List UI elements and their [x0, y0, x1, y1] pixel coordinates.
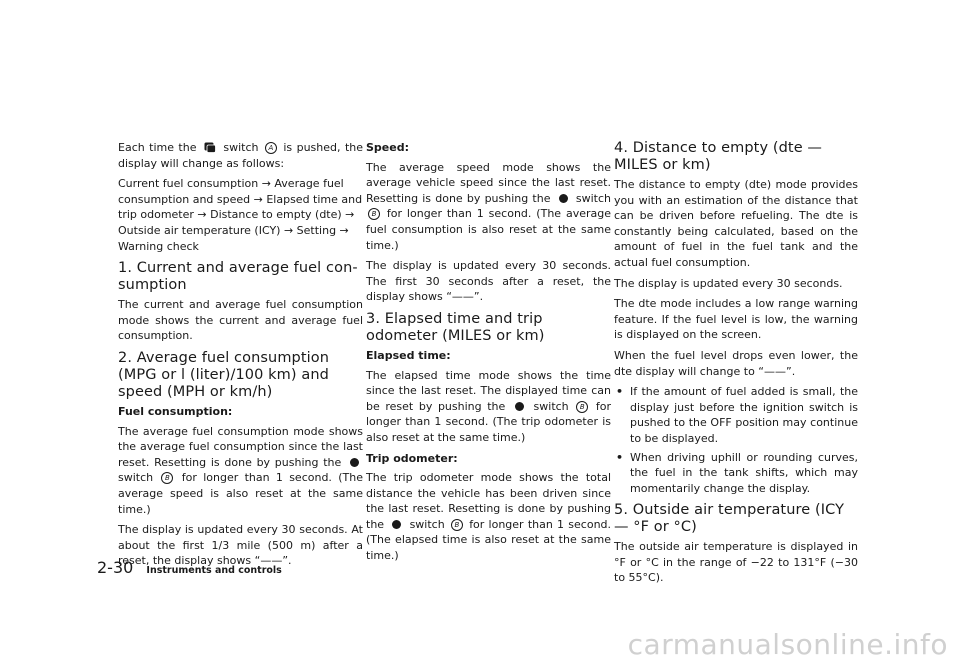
subheading-trip-odometer: Trip odometer: [366, 451, 458, 465]
section-title: Instruments and controls [146, 565, 282, 576]
reset-switch-icon [350, 458, 359, 467]
paragraph: The average speed mode shows the average vehicle speed since the last reset. Resetting is done by pushing the switch B for longer than 1 second. (The average fuel consumption is also reset at the same time.) [366, 160, 612, 252]
subheading-elapsed-time: Elapsed time: [366, 348, 451, 362]
switch-b-callout: B [576, 401, 588, 413]
heading-average-fuel-speed: 2. Average fuel consumption (MPG or l (liter)/100 km) and speed (MPH or km/h) [118, 349, 330, 400]
column-2 [366, 140, 611, 569]
reset-switch-icon [559, 194, 568, 203]
watermark: carmanualsonline.info [627, 628, 948, 661]
heading-current-average-fuel: 1. Current and average fuel con- sumption [118, 260, 358, 294]
paragraph: The trip odometer mode shows the total distance the vehicle has been driven since the last reset. Resetting is done by pushing the switch B for longer than 1 second. (The elapsed time is also reset at the same time.) [366, 471, 612, 563]
paragraph: The distance to empty (dte) mode provides you with an estimation of the distance that can be driven before refueling. The dte is constantly being calculated, based on the amount of fuel in the fuel tank and the actual fuel consumption. [614, 178, 858, 269]
paragraph: The outside air temperature is displayed in °F or °C in the range of −22 to 131°F (−30 to 55°C). [614, 540, 858, 585]
page-number: 2-30 [97, 558, 134, 577]
column-3 [614, 140, 858, 591]
paragraph: The display is updated every 30 seconds. At about the first 1/3 mile (500 m) after a reset, the display shows “——”. [118, 523, 363, 568]
subheading-speed: Speed: [366, 141, 409, 154]
subheading-fuel-consumption: Fuel consumption: [118, 404, 233, 418]
reset-switch-icon [515, 402, 524, 411]
display-switch-icon [204, 142, 216, 153]
paragraph: The display is updated every 30 seconds. The first 30 seconds after a reset, the display shows “——”. [366, 259, 611, 304]
column-1 [118, 140, 363, 574]
intro-paragraph: Each time the switch A is pushed, the display will change as follows: [118, 141, 363, 170]
paragraph: When the fuel level drops even lower, the dte display will change to “——”. [614, 348, 858, 378]
reset-switch-icon [392, 520, 401, 529]
paragraph: The elapsed time mode shows the time since the last reset. The displayed time can be reset by pushing the switch B for longer than 1 second. (The trip odometer is also reset at the same time.) [366, 368, 612, 444]
switch-a-callout: A [265, 142, 277, 154]
switch-b-callout: B [368, 208, 380, 220]
paragraph: The display is updated every 30 seconds. [614, 276, 843, 290]
heading-elapsed-time-trip: 3. Elapsed time and trip odometer (MILES or km) [366, 310, 545, 344]
switch-b-callout: B [451, 519, 463, 531]
list-item: • When driving uphill or rounding curves, the fuel in the tank shifts, which may momentarily change the display. [616, 450, 858, 495]
switch-b-callout: B [161, 472, 173, 484]
list-item: • If the amount of fuel added is small, the display just before the ignition switch is pushed to the OFF position may continue to be displayed. [616, 385, 858, 445]
bullet-list [614, 384, 858, 496]
mode-sequence: Current fuel consumption → Average fuel consumption and speed → Elapsed time and trip odometer → Distance to empty (dte) → Outside air temperature (ICY) → Setting → Warning check [118, 177, 363, 253]
paragraph: The current and average fuel consumption mode shows the current and average fuel consumption. [118, 298, 363, 343]
page-footer [97, 558, 282, 577]
paragraph: The average fuel consumption mode shows the average fuel consumption since the last reset. Resetting is done by pushing the switch B for longer than 1 second. (The average speed is also reset at the same time.) [118, 424, 363, 516]
paragraph: The dte mode includes a low range warning feature. If the fuel level is low, the warning is displayed on the screen. [614, 297, 858, 342]
heading-outside-air-temperature: 5. Outside air temperature (ICY — °F or °C) [614, 502, 845, 536]
heading-distance-to-empty: 4. Distance to empty (dte — MILES or km) [614, 140, 823, 173]
